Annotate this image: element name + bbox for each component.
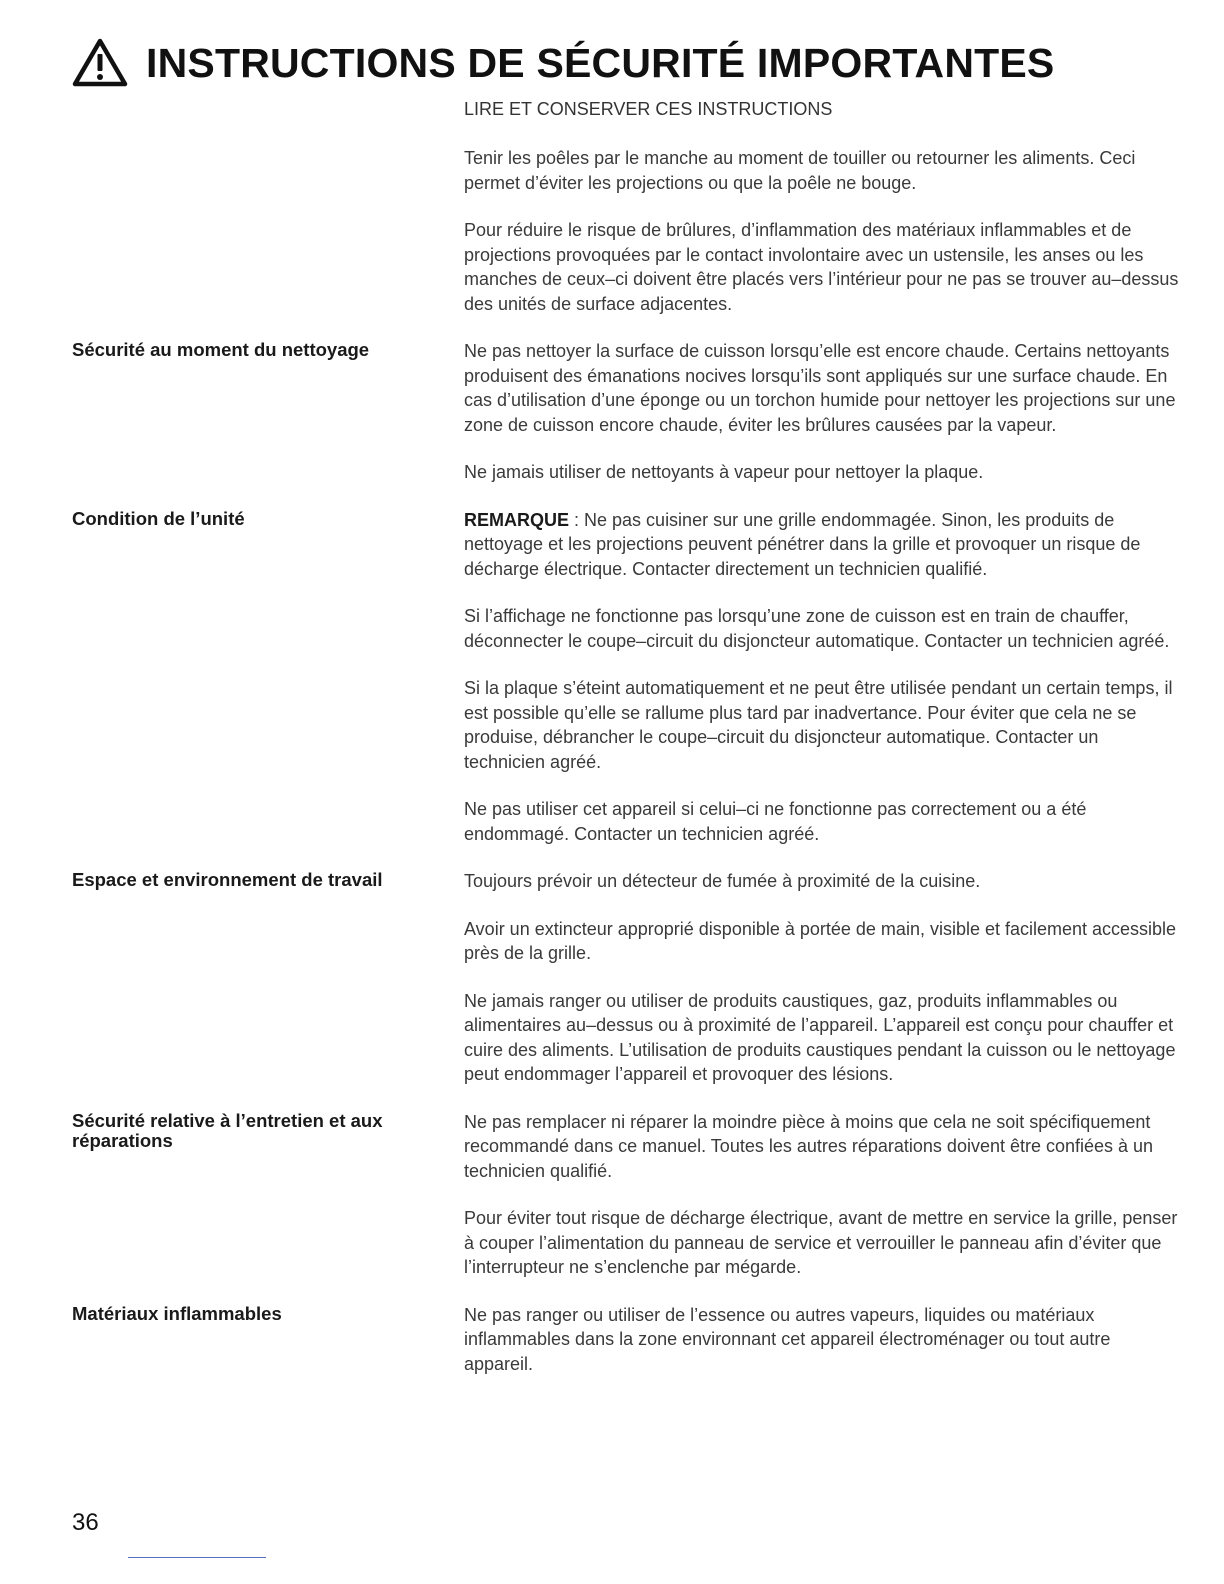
paragraph: Si l’affichage ne fonctionne pas lorsqu’une zone de cuisson est en train de chauffer, déconnecter le coupe–circuit du disjoncteur automatique. Contacter un technicien agréé. xyxy=(464,606,1170,651)
page-title: INSTRUCTIONS DE SÉCURITÉ IMPORTANTES xyxy=(146,39,1055,86)
page-number: 36 xyxy=(72,1509,99,1536)
paragraph: Pour réduire le risque de brûlures, d’inflammation des matériaux inflammables et de projections provoquées par le contact involontaire avec un ustensile, les anses ou les manches de ceux–ci doivent être placés vers l’intérieur pour ne pas se trouver au–dessus des unités de surface adjacentes. xyxy=(464,220,1179,314)
footer-rule xyxy=(128,1557,266,1558)
section-label: Sécurité relative à l’entretien et aux réparations xyxy=(72,1109,383,1151)
paragraph: Ne pas utiliser cet appareil si celui–ci ne fonctionne pas correctement ou a été endommagé. Contacter un technicien agréé. xyxy=(464,799,1087,844)
section-flammable-materials xyxy=(72,1303,1182,1400)
section-body xyxy=(464,869,1182,1110)
warning-triangle-icon xyxy=(72,38,128,88)
section-label: Condition de l’unité xyxy=(72,507,245,529)
section-label: Sécurité au moment du nettoyage xyxy=(72,339,370,360)
paragraph: Pour éviter tout risque de décharge électrique, avant de mettre en service la grille, penser à couper l’alimentation du panneau de service et verrouiller le panneau afin d’éviter que l’interrupteur ne s’enclenche par mégarde. xyxy=(464,1208,1178,1277)
section-label xyxy=(72,146,402,339)
section-maintenance-safety xyxy=(72,1110,1182,1303)
safety-content xyxy=(72,146,1182,1399)
section-body xyxy=(464,146,1182,339)
section-general xyxy=(72,146,1182,339)
section-unit-condition xyxy=(72,508,1182,870)
remarque-label: REMARQUE xyxy=(464,509,570,530)
paragraph: Toujours prévoir un détecteur de fumée à proximité de la cuisine. xyxy=(464,871,981,891)
paragraph: Avoir un extincteur approprié disponible à portée de main, visible et facilement accessible près de la grille. xyxy=(464,918,1177,963)
paragraph: Si la plaque s’éteint automatiquement et ne peut être utilisée pendant un certain temps, il est possible qu’elle se rallume plus tard par inadvertance. Pour éviter que cela ne se produise, débrancher le coupe–circuit du disjoncteur automatique. Contacter un technicien agréé. xyxy=(464,678,1173,772)
section-label: Espace et environnement de travail xyxy=(72,869,383,890)
section-body xyxy=(464,339,1182,508)
section-cleaning-safety xyxy=(72,339,1182,508)
page-header xyxy=(72,38,1054,88)
paragraph: Ne pas remplacer ni réparer la moindre pièce à moins que cela ne soit spécifiquement recommandé dans ce manuel. Toutes les autres réparations doivent être confiées à un technicien qualifié. xyxy=(464,1111,1154,1181)
paragraph: Ne jamais utiliser de nettoyants à vapeur pour nettoyer la plaque. xyxy=(464,462,984,482)
paragraph: Ne pas ranger ou utiliser de l’essence ou autres vapeurs, liquides ou matériaux inflammables dans la zone environnant cet appareil électroménager ou tout autre appareil. xyxy=(464,1304,1111,1374)
paragraph: Tenir les poêles par le manche au moment de touiller ou retourner les aliments. Ceci permet d’éviter les projections ou que la poêle ne bouge. xyxy=(464,148,1136,193)
section-work-environment xyxy=(72,869,1182,1110)
section-body xyxy=(464,508,1182,870)
remarque-paragraph xyxy=(464,508,1182,582)
section-body xyxy=(464,1110,1182,1303)
page-subtitle: LIRE ET CONSERVER CES INSTRUCTIONS xyxy=(464,99,833,119)
section-label: Matériaux inflammables xyxy=(72,1302,282,1324)
paragraph: Ne pas nettoyer la surface de cuisson lorsqu’elle est encore chaude. Certains nettoyants produisent des émanations nocives lorsqu’ils sont appliqués sur une surface chaude. En cas d’utilisation d’une éponge ou un torchon humide pour nettoyer les projections sur une zone de cuisson encore chaude, éviter les brûlures causées par la vapeur. xyxy=(464,341,1176,435)
paragraph: Ne jamais ranger ou utiliser de produits caustiques, gaz, produits inflammables ou alimentaires au–dessus ou à proximité de l’appareil. L’appareil est conçu pour chauffer et cuire des aliments. L’utilisation de produits caustiques pendant la cuisson ou le nettoyage peut endommager l’appareil et provoquer des lésions. xyxy=(464,990,1176,1084)
section-body xyxy=(464,1303,1182,1400)
remarque-text: : Ne pas cuisiner sur une grille endommagée. Sinon, les produits de nettoyage et les projections peuvent pénétrer dans la grille et provoquer un risque de décharge électrique. Contacter directement un technicien qualifié. xyxy=(464,509,1141,579)
